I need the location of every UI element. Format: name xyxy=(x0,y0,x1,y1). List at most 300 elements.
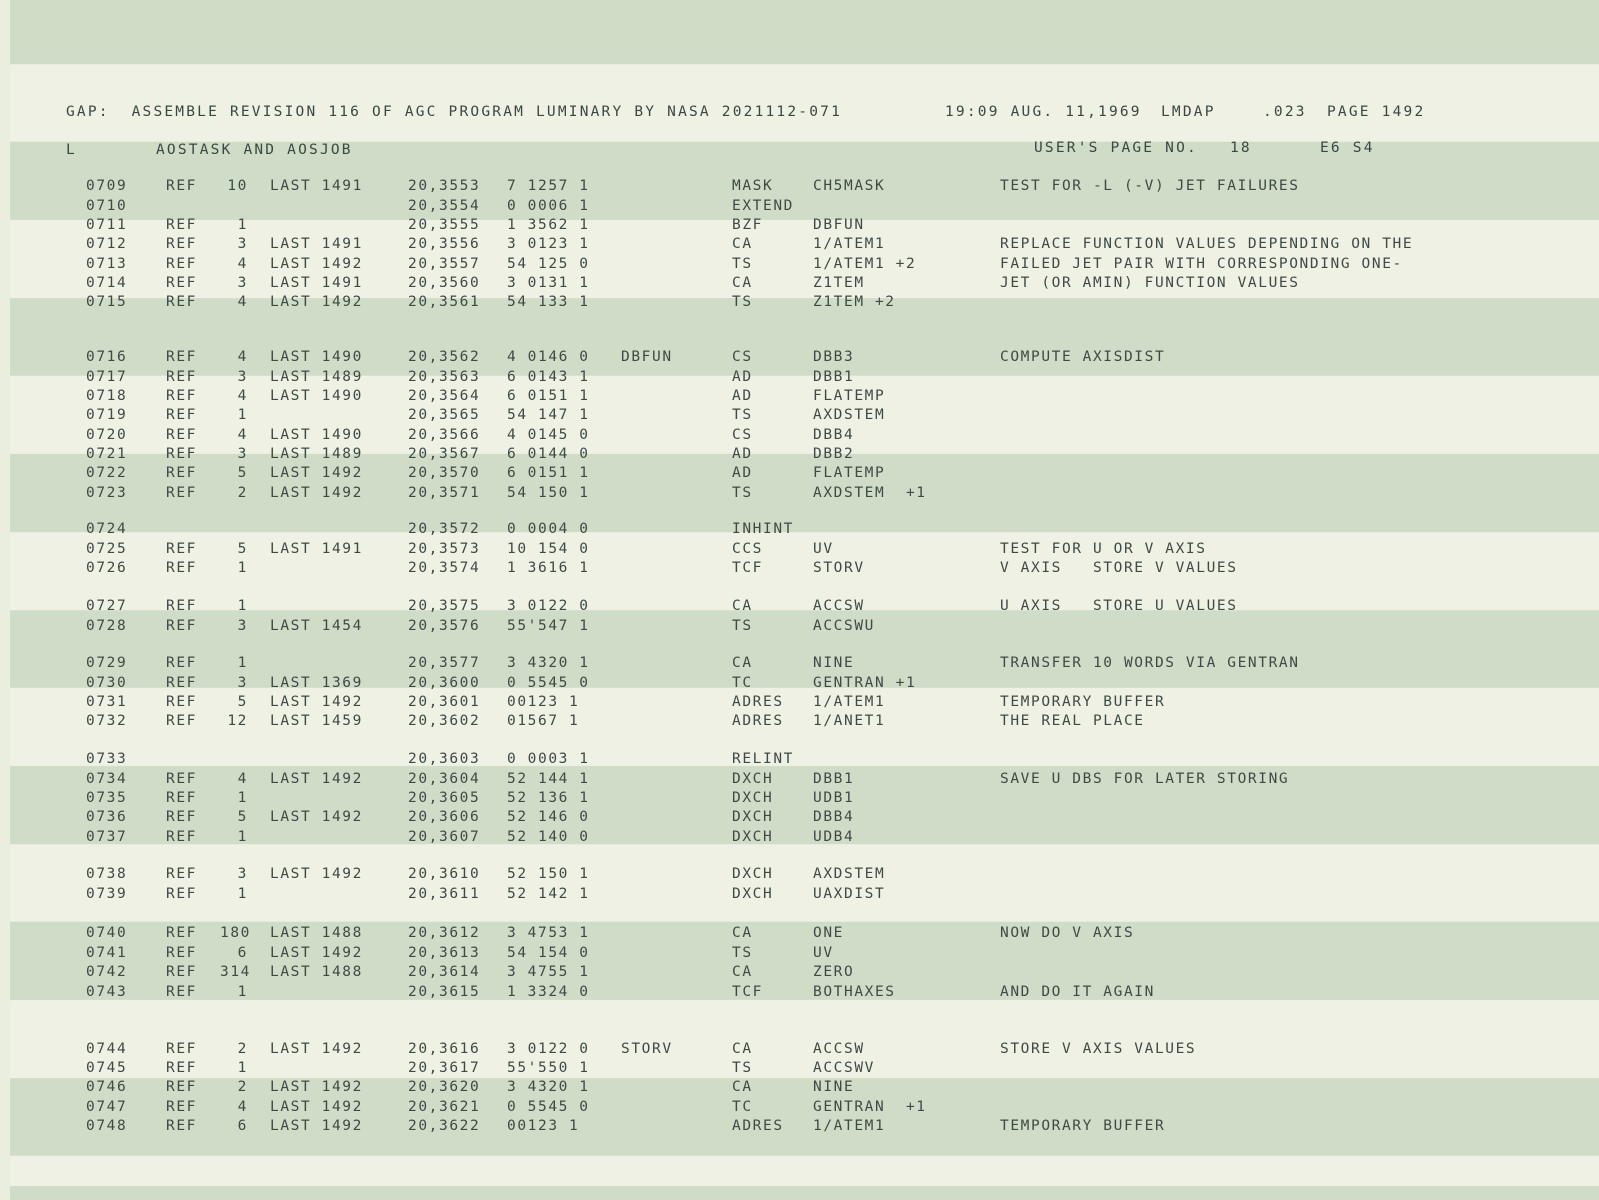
line-last-ref: LAST 1459 xyxy=(270,713,363,729)
line-operand: UDB4 xyxy=(813,829,855,845)
line-last-ref: LAST 1489 xyxy=(270,446,363,462)
line-ref: REF xyxy=(166,485,197,501)
line-octal-word: 3 4753 1 xyxy=(507,925,590,941)
listing-line xyxy=(10,407,1570,426)
line-ref: REF xyxy=(166,178,197,194)
line-seq: 0720 xyxy=(86,427,128,443)
line-last-ref: LAST 1492 xyxy=(270,945,363,961)
line-operand: FLATEMP xyxy=(813,465,886,481)
listing-line xyxy=(10,427,1570,446)
line-comment: SAVE U DBS FOR LATER STORING xyxy=(1000,771,1290,787)
line-address: 20,3603 xyxy=(408,751,481,767)
line-address: 20,3615 xyxy=(408,984,481,1000)
line-ref: REF xyxy=(166,945,197,961)
line-address: 20,3616 xyxy=(408,1041,481,1057)
line-operand: UDB1 xyxy=(813,790,855,806)
line-octal-word: 52 142 1 xyxy=(507,886,590,902)
line-opcode: DXCH xyxy=(732,809,774,825)
line-address: 20,3606 xyxy=(408,809,481,825)
line-opcode: TC xyxy=(732,1099,753,1115)
line-operand: DBB1 xyxy=(813,369,855,385)
line-ref: REF xyxy=(166,618,197,634)
line-ref-count: 314 xyxy=(220,964,251,980)
line-last-ref: LAST 1489 xyxy=(270,369,363,385)
line-operand: GENTRAN +1 xyxy=(813,1099,927,1115)
line-address: 20,3555 xyxy=(408,217,481,233)
line-last-ref: LAST 1492 xyxy=(270,809,363,825)
line-opcode: TCF xyxy=(732,984,763,1000)
line-comment: TRANSFER 10 WORDS VIA GENTRAN xyxy=(1000,655,1300,671)
line-address: 20,3571 xyxy=(408,485,481,501)
listing-line xyxy=(10,886,1570,905)
line-address: 20,3574 xyxy=(408,560,481,576)
line-seq: 0719 xyxy=(86,407,128,423)
line-last-ref: LAST 1491 xyxy=(270,541,363,557)
line-operand: NINE xyxy=(813,1079,855,1095)
line-operand: AXDSTEM xyxy=(813,866,886,882)
line-ref: REF xyxy=(166,829,197,845)
line-operand: DBB3 xyxy=(813,349,855,365)
line-ref-count: 180 xyxy=(220,925,251,941)
line-octal-word: 52 140 0 xyxy=(507,829,590,845)
line-octal-word: 3 4320 1 xyxy=(507,655,590,671)
line-octal-word: 1 3562 1 xyxy=(507,217,590,233)
line-seq: 0727 xyxy=(86,598,128,614)
listing-line xyxy=(10,485,1570,504)
line-opcode: DXCH xyxy=(732,829,774,845)
line-address: 20,3601 xyxy=(408,694,481,710)
line-comment: TEMPORARY BUFFER xyxy=(1000,694,1166,710)
line-ref: REF xyxy=(166,655,197,671)
header-page: PAGE 1492 xyxy=(1327,104,1426,120)
line-opcode: DXCH xyxy=(732,866,774,882)
line-address: 20,3572 xyxy=(408,521,481,537)
line-operand: UAXDIST xyxy=(813,886,886,902)
listing-paper xyxy=(10,0,1599,1200)
line-octal-word: 6 0144 0 xyxy=(507,446,590,462)
users-page-number: 18 xyxy=(1230,140,1252,156)
line-comment: V AXIS STORE V VALUES xyxy=(1000,560,1238,576)
line-ref: REF xyxy=(166,541,197,557)
line-octal-word: 3 0123 1 xyxy=(507,236,590,252)
line-address: 20,3620 xyxy=(408,1079,481,1095)
line-last-ref: LAST 1492 xyxy=(270,866,363,882)
line-operand: STORV xyxy=(813,560,865,576)
line-ref-count: 1 xyxy=(237,560,248,576)
line-comment: FAILED JET PAIR WITH CORRESPONDING ONE- xyxy=(1000,256,1403,272)
line-address: 20,3562 xyxy=(408,349,481,365)
subheader-ref: E6 S4 xyxy=(1320,140,1375,156)
line-seq: 0735 xyxy=(86,790,128,806)
line-opcode: CA xyxy=(732,964,753,980)
line-comment: TEST FOR U OR V AXIS xyxy=(1000,541,1207,557)
line-seq: 0744 xyxy=(86,1041,128,1057)
line-ref: REF xyxy=(166,1118,197,1134)
line-opcode: DXCH xyxy=(732,790,774,806)
line-last-ref: LAST 1492 xyxy=(270,771,363,787)
line-octal-word: 4 0146 0 xyxy=(507,349,590,365)
listing-line xyxy=(10,751,1570,770)
line-ref-count: 4 xyxy=(237,771,248,787)
line-address: 20,3554 xyxy=(408,198,481,214)
line-opcode: TC xyxy=(732,675,753,691)
line-last-ref: LAST 1491 xyxy=(270,178,363,194)
listing-line xyxy=(10,925,1570,944)
header-date: 19:09 AUG. 11,1969 xyxy=(945,104,1142,120)
line-ref: REF xyxy=(166,1099,197,1115)
line-seq: 0713 xyxy=(86,256,128,272)
listing-line xyxy=(10,1041,1570,1060)
line-opcode: CA xyxy=(732,598,753,614)
line-seq: 0734 xyxy=(86,771,128,787)
line-comment: REPLACE FUNCTION VALUES DEPENDING ON THE xyxy=(1000,236,1414,252)
line-opcode: CS xyxy=(732,349,753,365)
line-address: 20,3566 xyxy=(408,427,481,443)
line-seq: 0732 xyxy=(86,713,128,729)
line-ref-count: 5 xyxy=(237,809,248,825)
line-octal-word: 55'550 1 xyxy=(507,1060,590,1076)
line-ref: REF xyxy=(166,275,197,291)
line-opcode: CS xyxy=(732,427,753,443)
line-ref-count: 4 xyxy=(237,349,248,365)
line-last-ref: LAST 1492 xyxy=(270,1118,363,1134)
line-last-ref: LAST 1492 xyxy=(270,256,363,272)
line-operand: ACCSW xyxy=(813,1041,865,1057)
listing-line xyxy=(10,829,1570,848)
line-operand: DBB1 xyxy=(813,771,855,787)
line-address: 20,3600 xyxy=(408,675,481,691)
line-octal-word: 54 133 1 xyxy=(507,294,590,310)
line-seq: 0748 xyxy=(86,1118,128,1134)
line-seq: 0728 xyxy=(86,618,128,634)
line-ref: REF xyxy=(166,598,197,614)
line-opcode: EXTEND xyxy=(732,198,794,214)
line-comment: TEST FOR -L (-V) JET FAILURES xyxy=(1000,178,1300,194)
line-address: 20,3605 xyxy=(408,790,481,806)
listing-line xyxy=(10,446,1570,465)
line-ref-count: 5 xyxy=(237,465,248,481)
line-octal-word: 54 125 0 xyxy=(507,256,590,272)
line-address: 20,3577 xyxy=(408,655,481,671)
line-ref-count: 2 xyxy=(237,1041,248,1057)
listing-line xyxy=(10,256,1570,275)
line-seq: 0739 xyxy=(86,886,128,902)
line-operand: ACCSWU xyxy=(813,618,875,634)
line-octal-word: 6 0151 1 xyxy=(507,465,590,481)
listing-line xyxy=(10,945,1570,964)
line-opcode: TS xyxy=(732,945,753,961)
line-octal-word: 10 154 0 xyxy=(507,541,590,557)
line-octal-word: 52 136 1 xyxy=(507,790,590,806)
line-ref: REF xyxy=(166,427,197,443)
line-seq: 0741 xyxy=(86,945,128,961)
line-address: 20,3604 xyxy=(408,771,481,787)
line-ref: REF xyxy=(166,675,197,691)
paper-tractor-strip xyxy=(10,0,1599,48)
line-opcode: TS xyxy=(732,256,753,272)
line-ref: REF xyxy=(166,217,197,233)
line-ref: REF xyxy=(166,809,197,825)
line-last-ref: LAST 1491 xyxy=(270,236,363,252)
line-seq: 0716 xyxy=(86,349,128,365)
line-last-ref: LAST 1492 xyxy=(270,465,363,481)
line-ref-count: 1 xyxy=(237,790,248,806)
line-opcode: TS xyxy=(732,485,753,501)
line-opcode: AD xyxy=(732,446,753,462)
line-seq: 0710 xyxy=(86,198,128,214)
line-address: 20,3617 xyxy=(408,1060,481,1076)
line-octal-word: 0 5545 0 xyxy=(507,1099,590,1115)
line-seq: 0746 xyxy=(86,1079,128,1095)
line-comment: COMPUTE AXISDIST xyxy=(1000,349,1166,365)
line-opcode: TCF xyxy=(732,560,763,576)
line-seq: 0712 xyxy=(86,236,128,252)
line-operand: BOTHAXES xyxy=(813,984,896,1000)
header-title: GAP: ASSEMBLE REVISION 116 OF AGC PROGRAM LUMINARY BY NASA 2021112-071 xyxy=(66,104,843,120)
line-address: 20,3612 xyxy=(408,925,481,941)
line-ref: REF xyxy=(166,446,197,462)
listing-line xyxy=(10,294,1570,313)
line-ref-count: 4 xyxy=(237,256,248,272)
line-ref-count: 6 xyxy=(237,945,248,961)
line-operand: FLATEMP xyxy=(813,388,886,404)
line-address: 20,3570 xyxy=(408,465,481,481)
line-ref-count: 1 xyxy=(237,829,248,845)
line-last-ref: LAST 1492 xyxy=(270,1079,363,1095)
line-opcode: CA xyxy=(732,236,753,252)
line-ref: REF xyxy=(166,1079,197,1095)
line-ref-count: 3 xyxy=(237,236,248,252)
line-ref-count: 1 xyxy=(237,407,248,423)
line-ref: REF xyxy=(166,694,197,710)
line-last-ref: LAST 1490 xyxy=(270,349,363,365)
line-opcode: INHINT xyxy=(732,521,794,537)
line-last-ref: LAST 1490 xyxy=(270,388,363,404)
line-ref-count: 6 xyxy=(237,1118,248,1134)
line-ref: REF xyxy=(166,771,197,787)
line-address: 20,3556 xyxy=(408,236,481,252)
line-octal-word: 0 5545 0 xyxy=(507,675,590,691)
line-label: STORV xyxy=(621,1041,673,1057)
listing-line xyxy=(10,809,1570,828)
line-seq: 0731 xyxy=(86,694,128,710)
line-operand: 1/ATEM1 +2 xyxy=(813,256,917,272)
line-seq: 0723 xyxy=(86,485,128,501)
line-octal-word: 7 1257 1 xyxy=(507,178,590,194)
line-seq: 0718 xyxy=(86,388,128,404)
line-operand: DBB4 xyxy=(813,809,855,825)
line-comment: AND DO IT AGAIN xyxy=(1000,984,1155,1000)
listing-line xyxy=(10,984,1570,1003)
line-seq: 0715 xyxy=(86,294,128,310)
line-octal-word: 00123 1 xyxy=(507,694,580,710)
line-operand: 1/ATEM1 xyxy=(813,1118,886,1134)
line-operand: 1/ATEM1 xyxy=(813,694,886,710)
line-ref-count: 3 xyxy=(237,369,248,385)
line-octal-word: 52 144 1 xyxy=(507,771,590,787)
line-octal-word: 4 0145 0 xyxy=(507,427,590,443)
line-ref-count: 3 xyxy=(237,675,248,691)
line-seq: 0711 xyxy=(86,217,128,233)
line-octal-word: 6 0151 1 xyxy=(507,388,590,404)
line-ref: REF xyxy=(166,1041,197,1057)
line-comment: U AXIS STORE U VALUES xyxy=(1000,598,1238,614)
line-opcode: AD xyxy=(732,465,753,481)
line-operand: UV xyxy=(813,945,834,961)
line-seq: 0709 xyxy=(86,178,128,194)
line-operand: 1/ANET1 xyxy=(813,713,886,729)
line-address: 20,3622 xyxy=(408,1118,481,1134)
line-address: 20,3607 xyxy=(408,829,481,845)
line-opcode: CA xyxy=(732,655,753,671)
line-opcode: AD xyxy=(732,369,753,385)
line-octal-word: 52 150 1 xyxy=(507,866,590,882)
line-octal-word: 54 150 1 xyxy=(507,485,590,501)
line-octal-word: 54 154 0 xyxy=(507,945,590,961)
line-address: 20,3614 xyxy=(408,964,481,980)
line-address: 20,3610 xyxy=(408,866,481,882)
line-seq: 0740 xyxy=(86,925,128,941)
line-last-ref: LAST 1492 xyxy=(270,694,363,710)
line-octal-word: 01567 1 xyxy=(507,713,580,729)
line-ref: REF xyxy=(166,790,197,806)
line-operand: AXDSTEM +1 xyxy=(813,485,927,501)
line-address: 20,3557 xyxy=(408,256,481,272)
listing-line xyxy=(10,964,1570,983)
line-seq: 0738 xyxy=(86,866,128,882)
line-address: 20,3561 xyxy=(408,294,481,310)
line-opcode: CA xyxy=(732,275,753,291)
line-ref-count: 2 xyxy=(237,485,248,501)
line-ref: REF xyxy=(166,984,197,1000)
line-last-ref: LAST 1491 xyxy=(270,275,363,291)
listing-line xyxy=(10,598,1570,617)
line-ref-count: 12 xyxy=(227,713,248,729)
line-seq: 0722 xyxy=(86,465,128,481)
listing-line xyxy=(10,465,1570,484)
line-opcode: AD xyxy=(732,388,753,404)
line-ref: REF xyxy=(166,713,197,729)
line-seq: 0729 xyxy=(86,655,128,671)
listing-line xyxy=(10,1079,1570,1098)
line-seq: 0733 xyxy=(86,751,128,767)
line-last-ref: LAST 1488 xyxy=(270,964,363,980)
line-ref-count: 4 xyxy=(237,294,248,310)
line-ref-count: 3 xyxy=(237,446,248,462)
listing-line xyxy=(10,560,1570,579)
line-address: 20,3611 xyxy=(408,886,481,902)
line-opcode: MASK xyxy=(732,178,774,194)
listing-line xyxy=(10,521,1570,540)
line-address: 20,3553 xyxy=(408,178,481,194)
line-seq: 0724 xyxy=(86,521,128,537)
line-octal-word: 0 0004 0 xyxy=(507,521,590,537)
line-octal-word: 00123 1 xyxy=(507,1118,580,1134)
listing-line xyxy=(10,675,1570,694)
line-ref-count: 3 xyxy=(237,275,248,291)
line-seq: 0743 xyxy=(86,984,128,1000)
line-opcode: TS xyxy=(732,294,753,310)
line-opcode: ADRES xyxy=(732,1118,784,1134)
line-ref: REF xyxy=(166,1060,197,1076)
line-last-ref: LAST 1488 xyxy=(270,925,363,941)
line-opcode: ADRES xyxy=(732,694,784,710)
listing-line xyxy=(10,198,1570,217)
listing-line xyxy=(10,275,1570,294)
listing-line xyxy=(10,236,1570,255)
line-ref-count: 3 xyxy=(237,866,248,882)
line-last-ref: LAST 1490 xyxy=(270,427,363,443)
line-comment: JET (OR AMIN) FUNCTION VALUES xyxy=(1000,275,1300,291)
line-seq: 0737 xyxy=(86,829,128,845)
listing-line xyxy=(10,618,1570,637)
line-ref-count: 1 xyxy=(237,984,248,1000)
line-operand: ACCSWV xyxy=(813,1060,875,1076)
line-ref-count: 4 xyxy=(237,1099,248,1115)
line-ref-count: 2 xyxy=(237,1079,248,1095)
line-ref-count: 4 xyxy=(237,388,248,404)
line-octal-word: 1 3616 1 xyxy=(507,560,590,576)
line-operand: DBB4 xyxy=(813,427,855,443)
subheader-title: AOSTASK AND AOSJOB xyxy=(156,142,353,158)
line-octal-word: 3 4320 1 xyxy=(507,1079,590,1095)
line-seq: 0726 xyxy=(86,560,128,576)
line-ref-count: 1 xyxy=(237,1060,248,1076)
line-operand: Z1TEM xyxy=(813,275,865,291)
line-opcode: CA xyxy=(732,1079,753,1095)
line-seq: 0745 xyxy=(86,1060,128,1076)
line-operand: GENTRAN +1 xyxy=(813,675,917,691)
line-last-ref: LAST 1492 xyxy=(270,1099,363,1115)
listing-line xyxy=(10,369,1570,388)
line-seq: 0742 xyxy=(86,964,128,980)
line-comment: STORE V AXIS VALUES xyxy=(1000,1041,1197,1057)
line-operand: UV xyxy=(813,541,834,557)
line-octal-word: 55'547 1 xyxy=(507,618,590,634)
line-octal-word: 3 0122 0 xyxy=(507,1041,590,1057)
line-octal-word: 3 4755 1 xyxy=(507,964,590,980)
line-ref: REF xyxy=(166,294,197,310)
line-octal-word: 0 0006 1 xyxy=(507,198,590,214)
line-operand: Z1TEM +2 xyxy=(813,294,896,310)
line-comment: TEMPORARY BUFFER xyxy=(1000,1118,1166,1134)
line-ref: REF xyxy=(166,236,197,252)
line-octal-word: 52 146 0 xyxy=(507,809,590,825)
line-opcode: DXCH xyxy=(732,771,774,787)
line-seq: 0730 xyxy=(86,675,128,691)
line-address: 20,3565 xyxy=(408,407,481,423)
line-address: 20,3602 xyxy=(408,713,481,729)
line-address: 20,3575 xyxy=(408,598,481,614)
line-opcode: CA xyxy=(732,1041,753,1057)
line-ref: REF xyxy=(166,407,197,423)
line-last-ref: LAST 1492 xyxy=(270,485,363,501)
line-opcode: RELINT xyxy=(732,751,794,767)
line-ref-count: 4 xyxy=(237,427,248,443)
line-operand: CH5MASK xyxy=(813,178,886,194)
line-address: 20,3573 xyxy=(408,541,481,557)
line-opcode: DXCH xyxy=(732,886,774,902)
listing-line xyxy=(10,866,1570,885)
line-operand: ZERO xyxy=(813,964,855,980)
listing-line xyxy=(10,388,1570,407)
line-operand: DBB2 xyxy=(813,446,855,462)
users-page-label: USER'S PAGE NO. xyxy=(1034,140,1198,156)
listing-line xyxy=(10,349,1570,368)
line-operand: NINE xyxy=(813,655,855,671)
line-seq: 0721 xyxy=(86,446,128,462)
line-seq: 0725 xyxy=(86,541,128,557)
